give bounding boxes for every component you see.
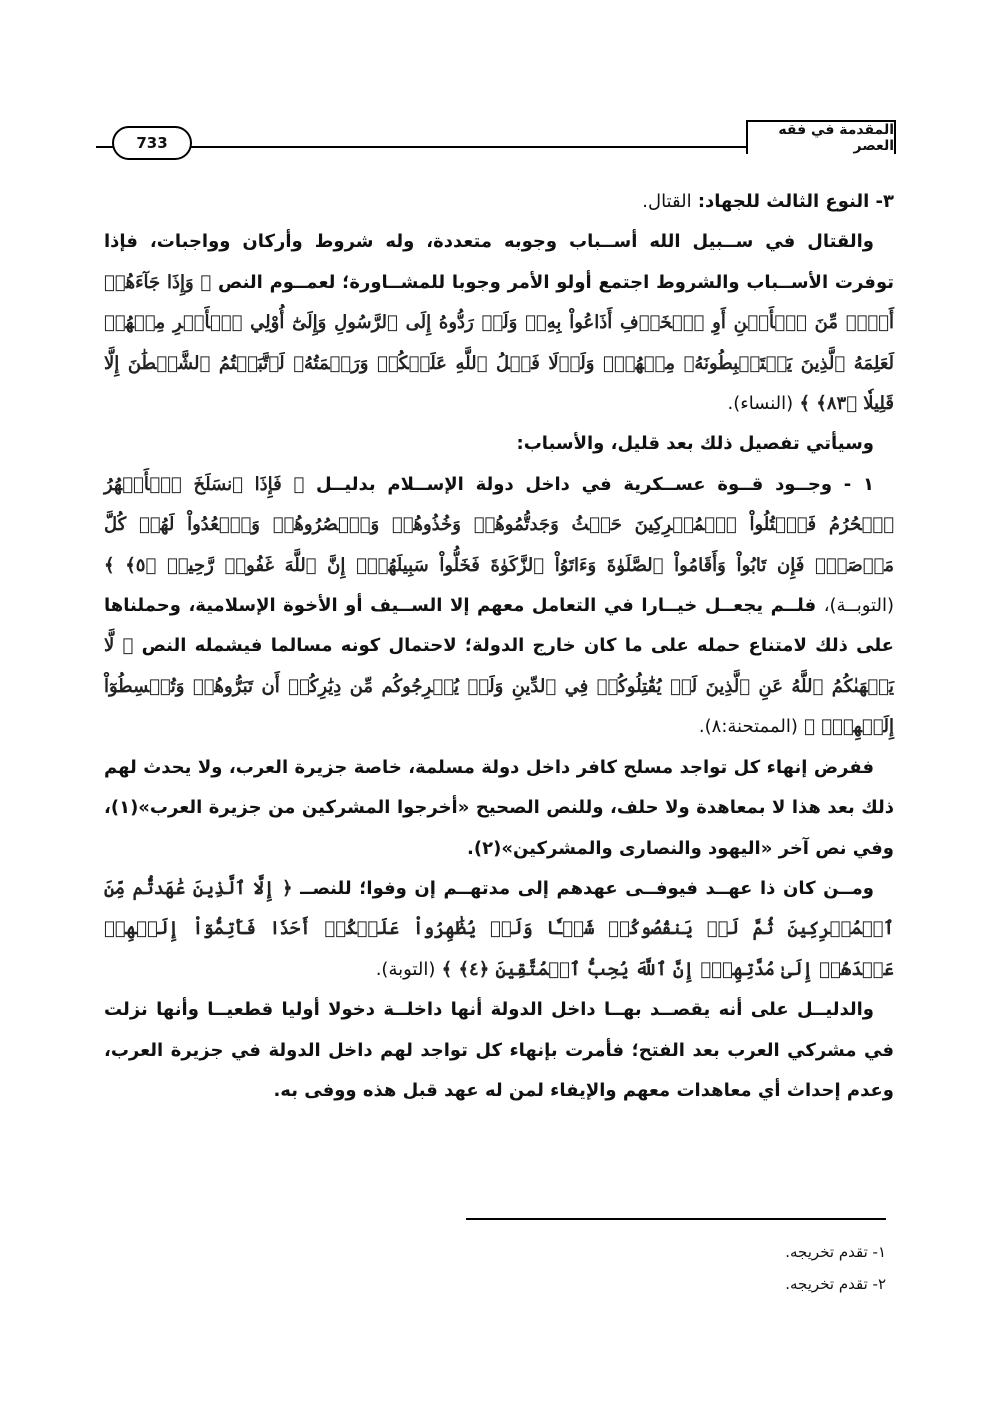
quran-verse-nisa-83: ﴿ وَإِذَا جَآءَهُمۡ أَمۡرٞ مِّنَ ٱلۡأَمۡنِ أَوِ ٱلۡخَوۡفِ أَذَاعُواْ بِهِۦۖ وَلَوۡ رَدُّوهُ إِلَى ٱلرَّسُولِ وَإِلَىٰٓ أُوْلِي ٱلۡأَمۡرِ مِنۡهُمۡ لَعَلِمَهُ ٱلَّذِينَ يَسۡتَنۢبِطُونَهُۥ مِنۡهُمۡۗ وَلَوۡلَا فَضۡلُ ٱللَّهِ عَلَيۡكُمۡ وَرَحۡمَتُهُۥ لَٱتَّبَعۡتُمُ ٱلشَّيۡطَٰنَ إِلَّا قَلِيلٗا ﴿٨٣﴾ ﴾ [104, 271, 894, 415]
body-text [104, 182, 894, 1111]
footnote-2: ٢- تقدم تخريجه. [785, 1275, 886, 1293]
section-label: ٣- النوع الثالث للجهاد: [697, 191, 894, 212]
running-header-title: المقدمة في فقه العصر [746, 120, 896, 154]
paragraph-1-text: والقتال في ســبيل الله أســباب وجوبه متعددة، وله شروط وأركان وواجبات، فإذا توفرت الأســباب والشروط اجتمع أولو الأمر وجوبا للمشــاورة؛ لعمــوم النص [104, 231, 895, 293]
footnotes [286, 1236, 886, 1300]
paragraph-3-text-b: فلــم يجعــل خيــارا في التعامل معهم إلا الســيف أو الأخوة الإسلامية، وحملناها على ذلك لامتناع حمله على ما كان خارج الدولة؛ لاحتمال كونه مسالما فيشمله النص [104, 595, 894, 657]
quran-verse-tawbah-5: ﴿ فَإِذَا ٱنسَلَخَ ٱلۡأَشۡهُرُ ٱلۡحُرُمُ فَٱقۡتُلُواْ ٱلۡمُشۡرِكِينَ حَيۡثُ وَجَدتُّمُوهُمۡ وَخُذُوهُمۡ وَٱحۡصُرُوهُمۡ وَٱقۡعُدُواْ لَهُمۡ كُلَّ مَرۡصَدٖۚ فَإِن تَابُواْ وَأَقَامُواْ ٱلصَّلَوٰةَ وَءَاتَوُاْ ٱلزَّكَوٰةَ فَخَلُّواْ سَبِيلَهُمۡۚ إِنَّ ٱللَّهَ غَفُورٞ رَّحِيمٞ ﴿٥﴾ ﴾ [104, 473, 894, 576]
quran-verse-mumtahanah-8: ﴿ لَّا يَنۡهَىٰكُمُ ٱللَّهُ عَنِ ٱلَّذِينَ لَمۡ يُقَٰتِلُوكُمۡ فِي ٱلدِّينِ وَلَمۡ يُخۡرِجُوكُم مِّن دِيَٰرِكُمۡ أَن تَبَرُّوهُمۡ وَتُقۡسِطُوٓاْ إِلَيۡهِمۡۚ ﴾ [104, 635, 894, 738]
page-number: 733 [112, 126, 192, 160]
paragraph-4: ففرض إنهاء كل تواجد مسلح كافر داخل دولة مسلمة، خاصة جزيرة العرب، ولا يحدث لهم ذلك بعد هذا لا بمعاهدة ولا حلف، وللنص الصحيح «أخرجوا المشركين من جزيرة العرب»(١)، وفي نص آخر «اليهود والنصارى والمشركين»(٢). [104, 756, 894, 859]
section-label-rest: القتال. [642, 191, 692, 212]
footnote-separator [466, 1218, 886, 1220]
paragraph-3-text-a: ١ - وجــود قــوة عســكرية في داخل دولة الإســلام بدليــل [316, 473, 874, 495]
section-heading [104, 182, 894, 222]
surah-reference-tawbah: (التوبــة)، [823, 595, 894, 617]
surah-reference-nisa: (النساء). [727, 393, 794, 415]
quran-verse-tawbah-4: ﴿ إِلَّا ٱلَّذِينَ عَٰهَدتُّم مِّنَ ٱلۡمُشۡرِكِينَ ثُمَّ لَمۡ يَنقُصُوكُمۡ شَيۡـٔٗا وَلَمۡ يُظَٰهِرُواْ عَلَيۡكُمۡ أَحَدٗا فَأَتِمُّوٓاْ إِلَيۡهِمۡ عَهۡدَهُمۡ إِلَىٰ مُدَّتِهِمۡۚ إِنَّ ٱللَّهَ يُحِبُّ ٱلۡمُتَّقِينَ ﴿٤﴾ ﴾ [104, 877, 894, 980]
paragraph-6: والدليــل على أنه يقصــد بهــا داخل الدولة أنها داخلــة دخولا أوليا قطعيــا وأنها نزلت في مشركي العرب بعد الفتح؛ فأمرت بإنهاء كل تواجد لهم داخل الدولة في جزيرة العرب، وعدم إحداث أي معاهدات معهم والإيفاء لمن له عهد قبل هذه ووفى به. [104, 999, 894, 1101]
paragraph-1 [104, 222, 894, 424]
paragraph-5-text: ومــن كان ذا عهــد فيوفــى عهدهم إلى مدتهــم إن وفوا؛ للنصــ [300, 877, 874, 899]
paragraph-5 [104, 869, 894, 990]
surah-reference-mumtahanah: (الممتحنة:٨). [698, 716, 798, 738]
surah-reference-tawbah-2: (التوبة). [375, 958, 436, 980]
paragraph-2: وسيأتي تفصيل ذلك بعد قليل، والأسباب: [516, 433, 874, 455]
footnote-1: ١- تقدم تخريجه. [785, 1243, 886, 1261]
paragraph-3 [104, 465, 894, 748]
